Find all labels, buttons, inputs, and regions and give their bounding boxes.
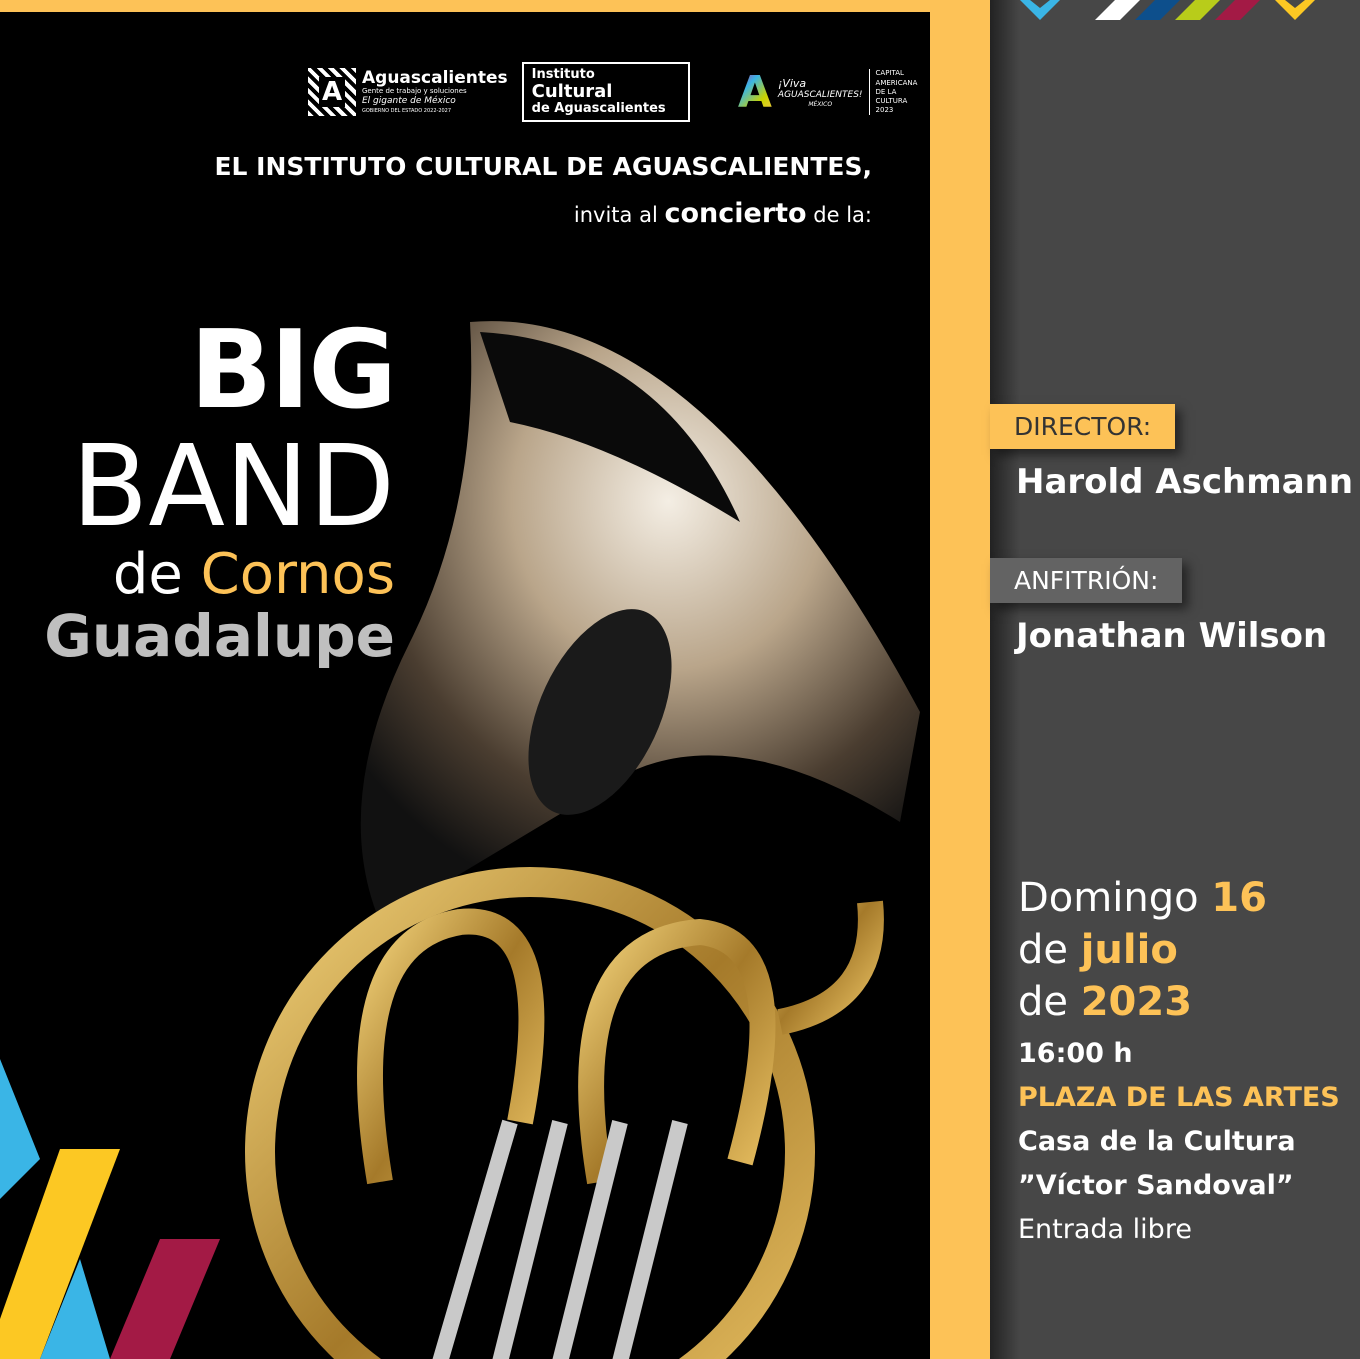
host-label: ANFITRIÓN: (990, 558, 1182, 603)
director-name: Harold Aschmann (1016, 462, 1354, 502)
title-cornos: Cornos (200, 542, 395, 607)
title-big: BIG (189, 308, 395, 433)
viva-mark: A (737, 66, 772, 118)
ica-logo (522, 62, 690, 122)
ica-line2: de Aguascalientes (531, 101, 666, 117)
ica-line1b: Cultural (531, 81, 613, 103)
event-time: 16:00 h (1018, 1038, 1133, 1069)
poster (0, 12, 930, 1359)
info-panel (990, 0, 1360, 1359)
capital-4: 2023 (875, 105, 894, 114)
date-de1: de (1018, 927, 1068, 973)
corner-decoration (0, 1059, 230, 1359)
day-word: Domingo (1018, 875, 1199, 921)
date-de2: de (1018, 979, 1068, 1025)
host-name: Jonathan Wilson (1016, 616, 1328, 656)
gov-name: Aguascalientes (362, 68, 508, 89)
gov-logo (308, 68, 508, 116)
year: 2023 (1080, 979, 1193, 1025)
event-place2: ”Víctor Sandoval” (1018, 1170, 1294, 1201)
institute-heading: EL INSTITUTO CULTURAL DE AGUASCALIENTES, (214, 152, 872, 181)
event-title (44, 308, 395, 670)
ica-line1a: Instituto (531, 67, 595, 82)
invite-line (574, 198, 872, 229)
gov-tagline: Gente de trabajo y soluciones (362, 87, 467, 96)
viva-line2: AGUASCALIENTES! (777, 89, 863, 100)
event-place: Casa de la Cultura (1018, 1126, 1296, 1157)
logo-bar (308, 62, 930, 122)
capital-2: AMERICANA (875, 78, 918, 87)
title-de: de (112, 542, 183, 607)
gov-sub: GOBIERNO DEL ESTADO 2022-2027 (362, 107, 452, 114)
day-number: 16 (1211, 875, 1267, 921)
invite-pre: invita al (573, 203, 658, 227)
viva-logo (738, 67, 930, 118)
gov-slogan: El gigante de México (362, 96, 456, 107)
capital-3: DE LA CULTURA (875, 87, 908, 105)
viva-line1: ¡Viva (777, 76, 807, 90)
gov-emblem-icon: A (308, 68, 356, 116)
event-info (1018, 1032, 1340, 1252)
month: julio (1080, 927, 1178, 973)
event-date (1018, 872, 1267, 1028)
title-band: BAND (71, 422, 395, 552)
viva-line3: MÉXICO (808, 100, 833, 108)
invite-bold: concierto (664, 198, 807, 229)
capital-1: CAPITAL (875, 69, 904, 78)
invite-post: de la: (813, 203, 872, 227)
director-label: DIRECTOR: (990, 404, 1175, 449)
title-guadalupe: Guadalupe (44, 602, 395, 670)
event-entry: Entrada libre (1018, 1214, 1192, 1245)
event-venue: PLAZA DE LAS ARTES (1018, 1082, 1340, 1113)
